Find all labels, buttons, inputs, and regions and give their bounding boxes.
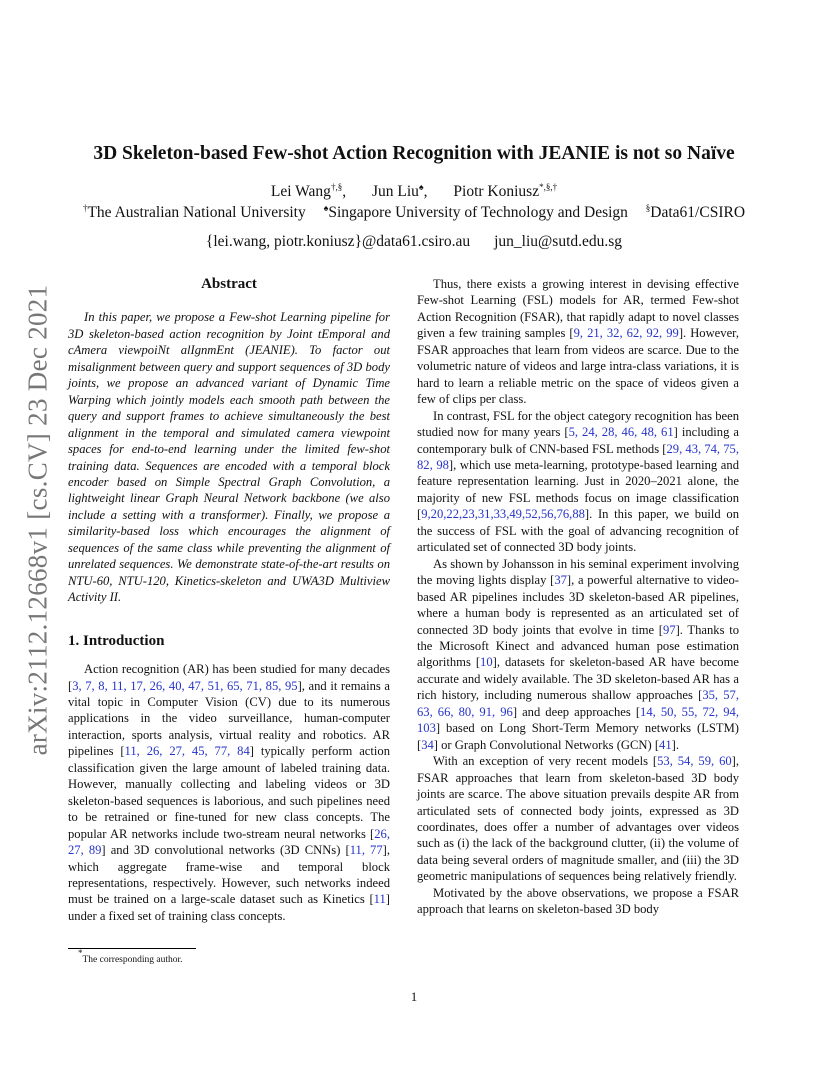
text-run: ] under a fixed set of training class concepts. (68, 892, 390, 923)
abstract-text: In this paper, we propose a Few-shot Learning pipeline for 3D skeleton-based action recognition by Joint tEmporal and cAmera viewpoiNt alIgnmEnt (JEANIE). To factor out misalignment between query and support sequences of 3D body joints, we propose an advanced variant of Dynamic Time Warping which jointly models each smooth path between the query and support frames to achieve simultaneously the best alignment in the temporal and simulated camera viewpoint spaces for end-to-end learning under the limited few-shot training data. Sequences are encoded with a temporal block encoder based on Simple Spectral Graph Convolution, a lightweight linear Graph Neural Network backbone (we also include a setting with a transformer). Finally, we propose a similarity-based loss which encourages the alignment of sequences of the same class while preventing the alignment of unrelated sequences. We demonstrate state-of-the-art results on NTU-60, NTU-120, Kinetics-skeleton and UWA3D Multiview Activity II. (68, 310, 390, 605)
text-run: ]. However, FSAR approaches that learn from videos are scarce. Due to the volumetric nature of videos and large intra-class variations, it is hard to learn a reliable metric on the space of videos given a few of clips per class. (417, 326, 739, 407)
citation-link[interactable]: 14, 50, 55, 72, 94, 103 (417, 704, 739, 736)
email-address: {lei.wang, piotr.koniusz}@data61.csiro.au (205, 233, 471, 250)
text-run: ], which aggregate frame-wise and temporal block representations, respectively. However, such networks indeed must be trained on a large-scale dataset such as Kinetics [ (68, 843, 390, 907)
text-run: ] including a contemporary bulk of CNN-based FSL methods [ (417, 425, 740, 456)
email-address: jun_liu@sutd.edu.sg (494, 233, 623, 250)
author-list: Lei Wang†,§, Jun Liu♠, Piotr Koniusz*,§,† (270, 182, 558, 200)
citation-link[interactable]: 53, 54, 59, 60 (657, 754, 732, 769)
citation-link[interactable]: 5, 24, 28, 46, 48, 61 (568, 425, 674, 440)
email-list (0, 233, 828, 251)
citation-link[interactable]: 11, 26, 27, 45, 77, 84 (124, 744, 250, 759)
affiliation-mark: ♠ (323, 203, 329, 213)
text-run: ] and 3D convolutional networks (3D CNNs) [ (101, 843, 350, 858)
citation-link[interactable]: 3, 7, 8, 11, 17, 26, 40, 47, 51, 65, 71, 85, 95 (72, 678, 298, 693)
citation-link[interactable]: 41 (659, 737, 672, 752)
citation-link[interactable]: 37 (554, 573, 567, 588)
text-run: ] and deep approaches [ (512, 704, 641, 719)
citation-link[interactable]: 26, 27, 89 (68, 826, 390, 858)
text-run: Motivated by the above observations, we propose a FSAR approach that learns on skeleton-based 3D body (417, 885, 739, 917)
text-run: ]. In this paper, we build on the success of FSL with the goal of advancing recognition of articulated set of connected 3D body joints. (417, 507, 739, 555)
text-run: ] typically perform action classification given the large amount of labeled training data. However, manually collecting and labeling videos or 3D skeleton-based sequences is laborious, and such pipelines need to be retrained or fine-tuned for new class concepts. The popular AR networks include two-stream neural networks [ (68, 744, 390, 841)
page-number: 1 (410, 990, 418, 1004)
affiliation-name: Data61/CSIRO (650, 204, 746, 221)
citation-link[interactable]: 10 (480, 655, 493, 670)
citation-link[interactable]: 34 (421, 737, 434, 752)
footnote-rule (68, 948, 196, 949)
arxiv-identifier: arXiv:2112.12668v1 [cs.CV] 23 Dec 2021 (22, 284, 53, 756)
paragraph (417, 556, 739, 753)
author-name: Lei Wang (270, 183, 331, 200)
text-run: ]. Thanks to the Microsoft Kinect and advanced human pose estimation algorithms [ (417, 622, 739, 670)
text-run: ] or Graph Convolutional Networks (GCN) [ (433, 737, 660, 752)
author-marks: *,§,† (539, 182, 558, 192)
footnote-mark: * (78, 948, 83, 958)
text-run: With an exception of very recent models [ (433, 754, 658, 769)
left-column (68, 276, 390, 924)
footnote-text: The corresponding author. (82, 955, 183, 965)
citation-link[interactable]: 97 (663, 622, 676, 637)
citation-link[interactable]: 29, 43, 74, 75, 82, 98 (417, 441, 739, 472)
citation-link[interactable]: 35, 57, 63, 66, 80, 91, 96 (417, 688, 739, 719)
paragraph (68, 661, 390, 924)
arxiv-sidebar (18, 280, 58, 760)
author-name: Piotr Koniusz (453, 183, 540, 200)
section-heading: 1. Introduction (68, 632, 165, 649)
text-run: ], datasets for skeleton-based AR have become accurate and widely available. The 3D skeleton-based AR has a rich history, including numerous shallow approaches [ (417, 655, 739, 703)
text-run: Thus, there exists a growing interest in devising effective Few-shot Learning (FSL) models for AR, termed Few-shot Action Recognition (FSAR), that rapidly adapt to novel classes given a few training samples [ (417, 277, 739, 341)
text-run: ], a powerful alternative to video-based AR pipelines includes 3D skeleton-based AR pipelines, where a human body is represented as an articulated set of connected 3D body joints that evolve in time [ (417, 573, 740, 637)
citation-link[interactable]: 9,20,22,23,31,33,49,52,56,76,88 (421, 507, 585, 522)
text-run: ], which use meta-learning, prototype-based learning and feature representation learning. Just in 2020–2021 alone, the majority of new FSL methods focus on image classification [ (417, 457, 739, 522)
citation-link[interactable]: 11 (373, 892, 386, 907)
author-name: Jun Liu (371, 183, 419, 200)
affiliation-name: The Australian National University (87, 204, 306, 221)
paragraph (417, 408, 739, 556)
citation-link[interactable]: 11, 77 (349, 843, 383, 858)
text-run: In contrast, FSL for the object category recognition has been studied now for many years [ (417, 408, 739, 440)
author-marks: ♠ (418, 182, 424, 192)
text-run: As shown by Johansson in his seminal experiment involving the moving lights display [ (417, 556, 739, 588)
footnote (78, 948, 183, 965)
author-marks: †,§ (330, 182, 343, 192)
paper-title: 3D Skeleton-based Few-shot Action Recognition with JEANIE is not so Naïve (93, 143, 735, 164)
paragraph (417, 753, 739, 885)
affiliation-mark: § (645, 203, 651, 213)
text-run: Action recognition (AR) has been studied for many decades [ (68, 662, 390, 693)
citation-link[interactable]: 9, 21, 32, 62, 92, 99 (573, 326, 679, 341)
text-run: ]. (671, 737, 679, 752)
paragraph (417, 276, 739, 408)
affiliation-name: Singapore University of Technology and Design (328, 204, 628, 221)
right-column (417, 276, 739, 918)
paragraph (417, 885, 739, 918)
text-run: ] based on Long Short-Term Memory networks (LSTM) [ (417, 721, 739, 752)
affiliation-list (0, 204, 828, 222)
text-run: ], and it remains a vital topic in Computer Vision (CV) due to its numerous applications in the video surveillance, human-computer interaction, sports analysis, virtual reality and robotics. AR pipelines [ (68, 678, 390, 759)
text-run: ], FSAR approaches that learn from skeleton-based 3D body joints are scarce. The above situation prevails despite AR from articulated sets of connected body joints, expressed as 3D coordinates, does offer a number of advantages over videos such as (i) the lack of the background clutter, (ii) the volume of data being several orders of magnitude smaller, and (iii) the 3D geometric manipulations of sequences being relatively friendly. (417, 754, 740, 884)
affiliation-mark: † (82, 203, 88, 213)
abstract-heading: Abstract (201, 276, 257, 292)
